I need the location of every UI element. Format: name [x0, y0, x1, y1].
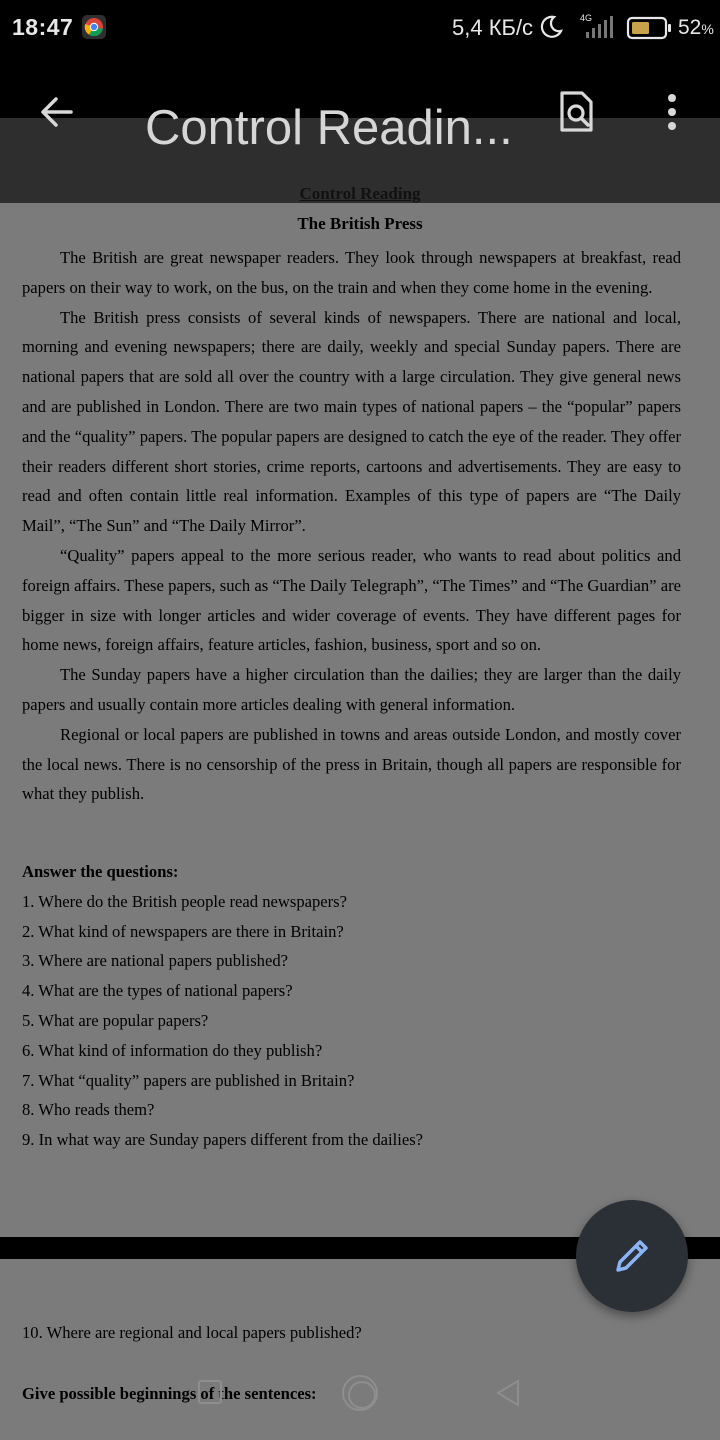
moon-icon [538, 14, 564, 45]
question-item: 7. What “quality” papers are published in Britain? [22, 1070, 355, 1090]
more-vert-icon[interactable] [660, 92, 684, 137]
network-speed: 5,4 КБ/с [452, 15, 534, 40]
paragraph: The Sunday papers have a higher circulation than the dailies; they are larger than the daily papers and usually contain more articles dealing with general information. [22, 665, 681, 714]
back-arrow-icon[interactable] [36, 92, 76, 137]
question-item: 6. What kind of information do they publish? [22, 1040, 323, 1060]
question-item: 4. What are the types of national papers? [22, 981, 293, 1001]
question-item: 5. What are popular papers? [22, 1010, 209, 1030]
status-time: 18:47 [12, 14, 74, 40]
document-title: Control Readin... [145, 101, 513, 155]
question-item: 9. In what way are Sunday papers different from the dailies? [22, 1130, 424, 1150]
paragraph: The British press consists of several kinds of newspapers. There are national and local, morning and evening newspapers; there are daily, weekly and special Sunday papers. There are national papers that are sold all over the country with a large circulation. They give general news and are published in London. There are two main types of national papers – the “popular” papers and the “quality” papers. The popular papers are designed to catch the eye of the reader. They offer their readers different short stories, crime reports, cartoons and advertisements. They are easy to read and often contain little real information. Examples of this type of papers are “The Daily Mail”, “The Sun” and “The Daily Mirror”. [22, 307, 681, 536]
question-item: 3. Where are national papers published? [22, 951, 289, 971]
edit-fab-button[interactable] [576, 1200, 688, 1312]
question-item: 10. Where are regional and local papers published? [22, 1323, 362, 1342]
network-type-label: 4G [580, 13, 593, 23]
paragraph: “Quality” papers appeal to the more serious reader, who wants to read about politics and foreign affairs. These papers, such as “The Daily Telegraph”, “The Times” and “The Guardian” are bigger in size with longer articles and wider coverage of events. They have different pages for home news, foreign affairs, feature articles, fashion, business, sport and so on. [22, 545, 681, 655]
document-heading: Control Reading [299, 184, 421, 203]
question-item: 8. Who reads them? [22, 1100, 155, 1120]
status-bar [0, 0, 720, 56]
paragraph: Regional or local papers are published in towns and areas outside London, and mostly cover the local news. There is no censorship of the press in Britain, though all papers are responsible for what they publish. [22, 724, 681, 804]
questions-heading: Answer the questions: [22, 862, 179, 881]
questions-section [22, 857, 681, 1155]
exercise-heading: Give possible beginnings of the sentences: [22, 1384, 317, 1403]
recents-nav-button[interactable] [198, 1380, 222, 1404]
document-page-1 [0, 203, 720, 1237]
question-item: 2. What kind of newspapers are there in Britain? [22, 921, 344, 941]
search-document-icon[interactable] [556, 90, 596, 139]
chrome-icon [82, 15, 106, 39]
home-nav-button[interactable] [342, 1375, 378, 1411]
article-body [22, 243, 681, 809]
battery-percent: 52% [678, 16, 714, 39]
battery-icon [626, 16, 674, 45]
signal-icon [576, 12, 620, 45]
question-item: 1. Where do the British people read newspapers? [22, 891, 348, 911]
document-subtitle: The British Press [297, 214, 423, 233]
paragraph: The British are great newspaper readers. They look through newspapers at breakfast, read papers on their way to work, on the bus, on the train and when they come home in the evening. [22, 248, 681, 297]
back-nav-icon[interactable] [494, 1378, 522, 1413]
